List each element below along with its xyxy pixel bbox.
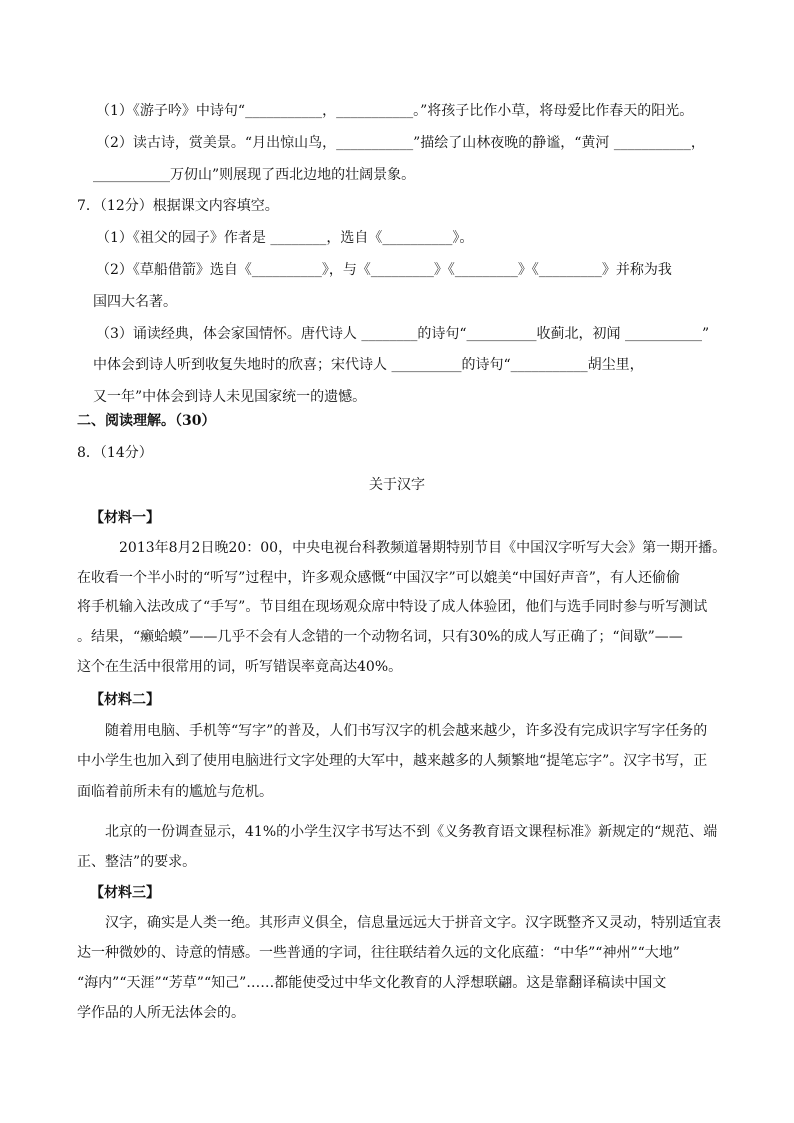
q7-sub2-line2: 国四大名著。 xyxy=(93,294,177,310)
material3-line1: 汉字，确实是人类一绝。其形声义俱全，信息量远远大于拼音文字。汉字既整齐又灵动，特别适宜表 xyxy=(105,915,721,931)
q7-sub3-line2: 中体会到诗人听到收复失地时的欣喜；宋代诗人 __________的诗句“___________胡尘里， xyxy=(93,357,644,373)
material2-line2: 中小学生也加入到了使用电脑进行文字处理的大军中，越来越多的人频繁地“提笔忘字”。汉字书写，正 xyxy=(77,753,708,769)
material3-label: 【材料三】 xyxy=(90,885,160,901)
q7-sub2-line1: （2）《草船借箭》选自《__________》，与《_________》《_________》《_________》并称为我 xyxy=(96,262,672,278)
material3-line2: 达一种微妙的、诗意的情感。一些普通的字词，往往联结着久远的文化底蕴：“中华”“神州”“大地” xyxy=(77,945,680,961)
q7-sub1: （1）《祖父的园子》作者是 ________，选自《__________》。 xyxy=(96,230,474,246)
material2-line1: 随着用电脑、手机等“写字”的普及，人们书写汉字的机会越来越少，许多没有完成识字写字任务的 xyxy=(105,723,708,739)
material1-line1: 2013年8月2日晚20：00，中央电视台科教频道暑期特别节目《中国汉字听写大会》第一期开播。 xyxy=(119,540,727,556)
material1-line2: 在收看一个半小时的“听写”过程中，许多观众感慨“中国汉字”可以媲美“中国好声音”，有人还偷偷 xyxy=(77,570,680,586)
material3-line4: 学作品的人所无法体会的。 xyxy=(77,1005,245,1021)
q7-sub3-line1: （3）诵读经典，体会家国情怀。唐代诗人 ________的诗句“__________收蓟北，初闻 ___________” xyxy=(96,326,710,342)
material1-line3: 将手机输入法改成了“手写”。节目组在现场观众席中特设了成人体验团，他们与选手同时参与听写测试 xyxy=(77,599,708,615)
q8-header: 8．（14分） xyxy=(77,445,153,461)
material1-label: 【材料一】 xyxy=(90,510,160,526)
article-title: 关于汉字 xyxy=(369,477,425,493)
q6-sub2-line1: （2）读古诗，赏美景。“月出惊山鸟，___________”描绘了山林夜晚的静谧，“黄河 ___________， xyxy=(96,135,705,151)
material2-label: 【材料二】 xyxy=(90,692,160,708)
q7-sub3-line3: 又一年”中体会到诗人未见国家统一的遗憾。 xyxy=(93,389,367,405)
q6-sub1: （1）《游子吟》中诗句“___________，___________。”将孩子比作小草，将母爱比作春天的阳光。 xyxy=(96,103,694,119)
material2-line5: 正、整洁”的要求。 xyxy=(77,854,197,870)
q7-header: 7．（12分）根据课文内容填空。 xyxy=(77,198,279,214)
section-title-reading: 二、阅读理解。（30） xyxy=(77,413,216,429)
material1-line5: 这个在生活中很常用的词，听写错误率竟高达40%。 xyxy=(77,659,403,675)
material1-line4: 。结果，“癞蛤蟆”——几乎不会有人念错的一个动物名词，只有30%的成人写正确了；“间歇”—— xyxy=(77,629,683,645)
material2-line4: 北京的一份调查显示，41%的小学生汉字书写达不到《义务教育语文课程标准》新规定的“规范、端 xyxy=(105,824,718,840)
material3-line3: “海内”“天涯”“芳草”“知己”……都能使受过中华文化教育的人浮想联翩。这是靠翻译稿读中国文 xyxy=(77,975,667,991)
q6-sub2-line2: ___________万仞山”则展现了西北边地的壮阔景象。 xyxy=(93,167,416,183)
material2-line3: 面临着前所未有的尴尬与危机。 xyxy=(77,784,273,800)
